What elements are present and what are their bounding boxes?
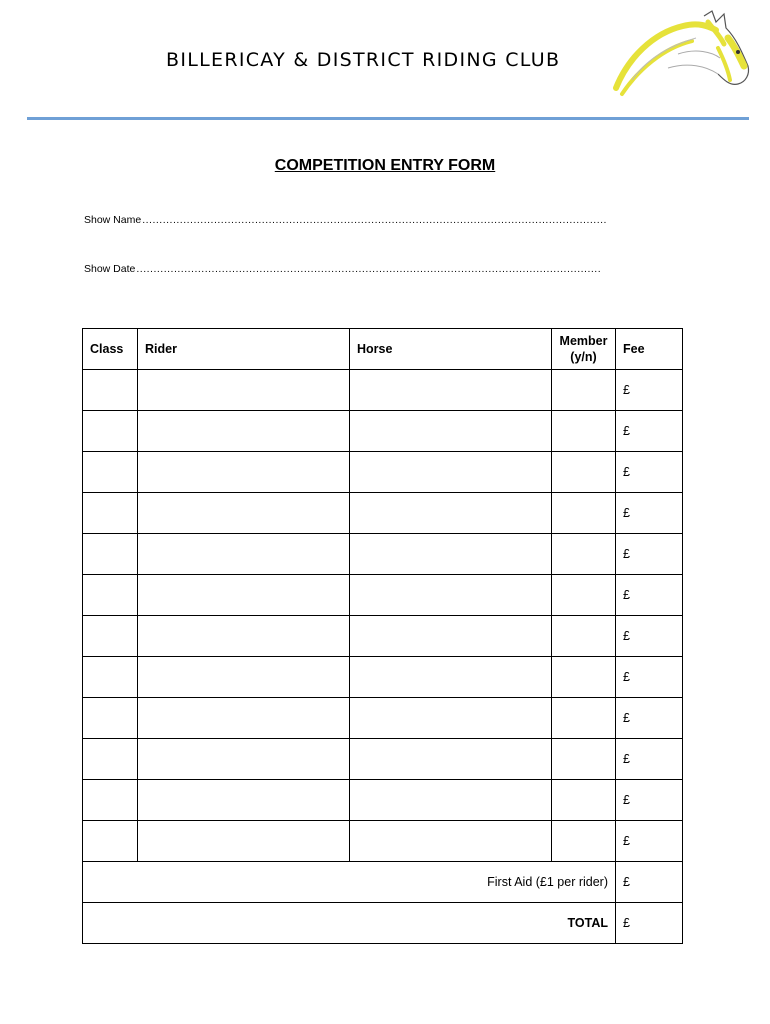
member-cell[interactable] [552,493,616,534]
horse-cell[interactable] [350,452,552,493]
table-row [83,575,683,616]
class-cell[interactable] [83,575,138,616]
class-header: Class [83,329,138,370]
class-cell[interactable] [83,780,138,821]
member-cell[interactable] [552,575,616,616]
form-title: COMPETITION ENTRY FORM [274,157,496,174]
member-cell[interactable] [552,616,616,657]
horse-cell[interactable] [350,370,552,411]
first-aid-row [83,862,683,903]
fee-cell[interactable]: £ [616,370,683,411]
table-row [83,821,683,862]
table-row [83,739,683,780]
table-row [83,411,683,452]
horse-cell[interactable] [350,698,552,739]
table-row [83,657,683,698]
show-date-field[interactable] [84,263,636,275]
fee-cell[interactable]: £ [616,821,683,862]
member-header-line2: (y/n) [570,350,597,364]
member-cell[interactable] [552,370,616,411]
club-name: BILLERICAY & DISTRICT RIDING CLUB [166,49,561,71]
member-cell[interactable] [552,698,616,739]
rider-cell[interactable] [138,616,350,657]
class-cell[interactable] [83,657,138,698]
table-row [83,534,683,575]
horse-cell[interactable] [350,616,552,657]
table-row [83,452,683,493]
rider-cell[interactable] [138,739,350,780]
rider-cell[interactable] [138,370,350,411]
rider-cell[interactable] [138,698,350,739]
member-cell[interactable] [552,657,616,698]
class-cell[interactable] [83,370,138,411]
horse-cell[interactable] [350,657,552,698]
show-date-label: Show Date [84,263,136,275]
rider-cell[interactable] [138,657,350,698]
member-cell[interactable] [552,534,616,575]
member-cell[interactable] [552,411,616,452]
member-cell[interactable] [552,739,616,780]
fee-cell[interactable]: £ [616,452,683,493]
class-cell[interactable] [83,493,138,534]
table-row [83,616,683,657]
entries-table [82,328,683,944]
table-row [83,370,683,411]
table-header-row [83,329,683,370]
fee-cell[interactable]: £ [616,780,683,821]
member-cell[interactable] [552,821,616,862]
horse-cell[interactable] [350,411,552,452]
total-row [83,903,683,944]
header-divider [27,117,749,120]
horse-cell[interactable] [350,534,552,575]
show-name-field[interactable] [84,214,636,226]
class-cell[interactable] [83,452,138,493]
horse-cell[interactable] [350,493,552,534]
horse-cell[interactable] [350,821,552,862]
fee-cell[interactable]: £ [616,493,683,534]
table-row [83,493,683,534]
fee-cell[interactable]: £ [616,411,683,452]
rider-cell[interactable] [138,411,350,452]
member-cell[interactable] [552,452,616,493]
class-cell[interactable] [83,411,138,452]
fee-cell[interactable]: £ [616,534,683,575]
show-name-label: Show Name [84,214,142,226]
class-cell[interactable] [83,698,138,739]
show-date-dotted-line: ........................................................................................................................................ [136,263,602,275]
class-cell[interactable] [83,739,138,780]
class-cell[interactable] [83,616,138,657]
class-cell[interactable] [83,821,138,862]
rider-cell[interactable] [138,575,350,616]
rider-cell[interactable] [138,493,350,534]
horse-header: Horse [350,329,552,370]
first-aid-fee-cell[interactable]: £ [616,862,683,903]
total-fee-cell[interactable]: £ [616,903,683,944]
fee-cell[interactable]: £ [616,575,683,616]
member-cell[interactable] [552,780,616,821]
horse-cell[interactable] [350,739,552,780]
fee-cell[interactable]: £ [616,698,683,739]
member-header [552,329,616,370]
horse-head-logo-icon [608,8,756,98]
table-row [83,780,683,821]
rider-header: Rider [138,329,350,370]
rider-cell[interactable] [138,452,350,493]
rider-cell[interactable] [138,534,350,575]
table-row [83,698,683,739]
rider-cell[interactable] [138,780,350,821]
rider-cell[interactable] [138,821,350,862]
member-header-line1: Member [559,334,608,348]
first-aid-label: First Aid (£1 per rider) [83,862,616,903]
total-label: TOTAL [83,903,616,944]
fee-cell[interactable]: £ [616,616,683,657]
horse-cell[interactable] [350,780,552,821]
class-cell[interactable] [83,534,138,575]
fee-cell[interactable]: £ [616,739,683,780]
fee-header: Fee [616,329,683,370]
show-name-dotted-line: ........................................................................................................................................ [142,214,607,226]
fee-cell[interactable]: £ [616,657,683,698]
horse-cell[interactable] [350,575,552,616]
